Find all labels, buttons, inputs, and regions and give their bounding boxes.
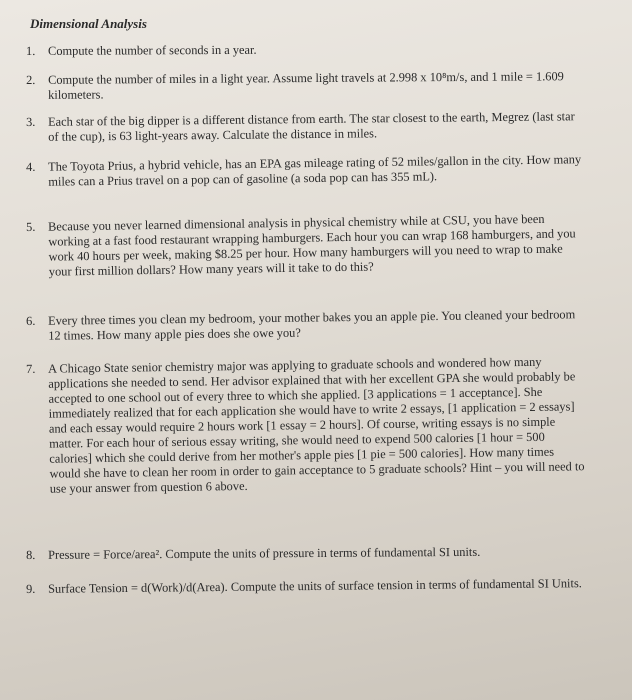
question-number: 1.: [26, 43, 36, 58]
question-8: [26, 544, 586, 563]
question-7: [26, 354, 588, 497]
question-text: Compute the number of miles in a light year. Assume light travels at 2.998 x 10⁸m/s, and 1 mile = 1.609 kilometers.: [47, 69, 564, 102]
question-number: 9.: [26, 581, 36, 596]
question-6: [26, 307, 586, 344]
question-text: Every three times you clean my bedroom, your mother bakes you an apple pie. You cleaned your bedroom 12 times. How many apple pies does she owe you?: [47, 307, 576, 343]
question-text: Surface Tension = d(Work)/d(Area). Compute the units of surface tension in terms of fundamental SI Units.: [47, 576, 582, 596]
question-number: 7.: [26, 361, 36, 376]
question-text: A Chicago State senior chemistry major was applying to graduate schools and wondered how many applications she needed to send. Her advisor explained that with her excellent GPA she would probably be accepted to one school out of every three to which she applied. [3 applications = 1 acceptance]. She immediately realized that for each application she would have to write 2 essays, [1 application = 2 essays] and each essay would require 2 hours work [1 essay = 2 hours]. Of course, writing essays is no simple matter. For each hour of serious essay writing, she would need to expend 500 calories [1 hour = 500 calories] which she could derive from her mother's apple pies [1 pie = 500 calories]. How many times would she have to clean her room in order to gain acceptance to 5 graduate schools? Hint – you will need to use your answer from question 6 above.: [47, 354, 585, 496]
question-number: 4.: [26, 159, 36, 174]
question-1: [26, 41, 586, 59]
question-text: Each star of the big dipper is a different distance from earth. The star closest to the earth, Megrez (last star of the cup), is 63 light-years away. Calculate the distance in miles.: [47, 109, 575, 144]
question-3: [26, 109, 586, 145]
question-9: [26, 576, 586, 597]
question-number: 3.: [26, 114, 36, 129]
page-title: Dimensional Analysis: [30, 16, 147, 31]
question-4: [26, 152, 586, 190]
question-number: 8.: [26, 547, 36, 562]
question-number: 5.: [26, 219, 36, 234]
question-text: Because you never learned dimensional analysis in physical chemistry while at CSU, you have been working at a fast food restaurant wrapping hamburgers. Each hour you can wrap 168 hamburgers, and you work 40 hours per week, making $8.25 per hour. How many hamburgers will you need to wrap to make your first million dollars? How many years will it take to do this?: [47, 211, 576, 279]
question-text: Pressure = Force/area². Compute the units of pressure in terms of fundamental SI units.: [47, 544, 481, 562]
question-2: [26, 69, 586, 103]
question-text: The Toyota Prius, a hybrid vehicle, has an EPA gas mileage rating of 52 miles/gallon in the city. How many miles can a Prius travel on a pop can of gasoline (a soda pop can has 355 mL).: [47, 152, 582, 189]
question-text: Compute the number of seconds in a year.: [47, 42, 257, 58]
question-number: 6.: [26, 313, 36, 328]
question-number: 2.: [26, 72, 36, 87]
question-5: [26, 211, 587, 280]
